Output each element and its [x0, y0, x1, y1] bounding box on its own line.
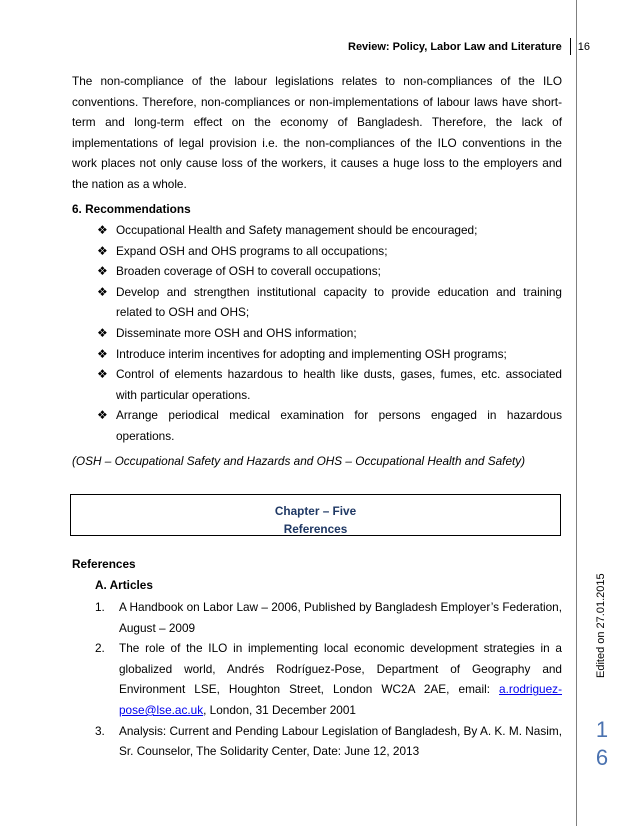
list-item-text: Introduce interim incentives for adopting and implementing OSH programs; — [116, 346, 507, 361]
page-header — [348, 38, 590, 55]
list-item-text: Occupational Health and Safety management should be encouraged; — [116, 223, 478, 237]
list-item — [96, 261, 562, 282]
reference-item — [95, 721, 562, 762]
reference-text: Analysis: Current and Pending Labour Legislation of Bangladesh, By A. K. M. Nasim, Sr. Counselor, The Solidarity Center, Date: June 12, 2013 — [119, 723, 562, 759]
diamond-bullet-icon: ❖ — [97, 284, 108, 299]
header-title: Review: Policy, Labor Law and Literature — [348, 40, 562, 53]
chapter-subtitle: References — [283, 522, 348, 536]
diamond-bullet-icon: ❖ — [97, 367, 108, 382]
sidebar-page-digit: 6 — [595, 745, 609, 770]
diamond-bullet-icon: ❖ — [97, 264, 108, 279]
reference-item — [95, 638, 562, 720]
diamond-bullet-icon: ❖ — [97, 346, 108, 361]
sidebar-page-digit: 1 — [595, 717, 609, 742]
header-separator — [570, 38, 571, 55]
list-item — [96, 364, 562, 405]
list-item-text: Develop and strengthen institutional capacity to provide education and training related to OSH and OHS; — [116, 284, 562, 320]
reference-item — [95, 597, 562, 638]
references-subsection: A. Articles — [95, 578, 153, 592]
list-item — [96, 323, 562, 344]
list-item — [96, 241, 562, 262]
recommendations-heading: 6. Recommendations — [72, 202, 191, 216]
list-item — [96, 220, 562, 241]
list-item-text: Control of elements hazardous to health like dusts, gases, fumes, etc. associated with particular operations. — [116, 367, 562, 402]
recommendations-list — [96, 220, 562, 447]
sidebar-page-number — [593, 716, 611, 772]
reference-text: The role of the ILO in implementing local economic development strategies in a globalized world, Andrés Rodríguez-Pose, Department of Geography and Environment LSE, Houghton Street, London WC2A 2AE, email: — [119, 641, 562, 697]
diamond-bullet-icon: ❖ — [97, 408, 108, 423]
chapter-title: Chapter – Five — [274, 504, 357, 518]
diamond-bullet-icon: ❖ — [97, 325, 108, 340]
list-item — [96, 344, 562, 365]
list-item — [96, 405, 562, 446]
sidebar-divider — [576, 0, 577, 826]
references-list — [95, 597, 562, 762]
reference-text: A Handbook on Labor Law – 2006, Published by Bangladesh Employer’s Federation, August – 2009 — [119, 600, 562, 635]
list-item-text: Broaden coverage of OSH to coverall occupations; — [116, 264, 381, 279]
header-page-number: 16 — [577, 40, 590, 53]
intro-paragraph: The non-compliance of the labour legislations relates to non-compliances of the ILO conventions. Therefore, non-compliances or non-implementations of labour laws have short-term and long-term effect on the economy of Bangladesh. Therefore, the lack of implementations of legal provision i.e. the non-compliances of the ILO conventions in the work places not only cause loss of the workers, it causes a huge loss to the employers and the nation as a whole. — [72, 74, 562, 191]
list-item-text: Expand OSH and OHS programs to all occupations; — [116, 243, 388, 258]
abbreviation-note: (OSH – Occupational Safety and Hazards and OHS – Occupational Health and Safety) — [72, 454, 526, 468]
reference-number: 3. — [95, 723, 105, 738]
reference-text-after: , London, 31 December 2001 — [203, 702, 356, 717]
references-heading: References — [72, 557, 136, 571]
list-item — [96, 282, 562, 323]
reference-number: 1. — [95, 600, 105, 614]
email-link[interactable]: a.rodriguez-pose@lse.ac.uk — [119, 682, 562, 717]
reference-number: 2. — [95, 641, 105, 656]
diamond-bullet-icon: ❖ — [97, 243, 108, 258]
chapter-heading-box — [70, 494, 561, 536]
diamond-bullet-icon: ❖ — [97, 223, 108, 237]
list-item-text: Arrange periodical medical examination for persons engaged in hazardous operations. — [116, 408, 562, 443]
list-item-text: Disseminate more OSH and OHS information; — [116, 325, 357, 340]
edited-date-label: Edited on 27.01.2015 — [595, 573, 607, 678]
